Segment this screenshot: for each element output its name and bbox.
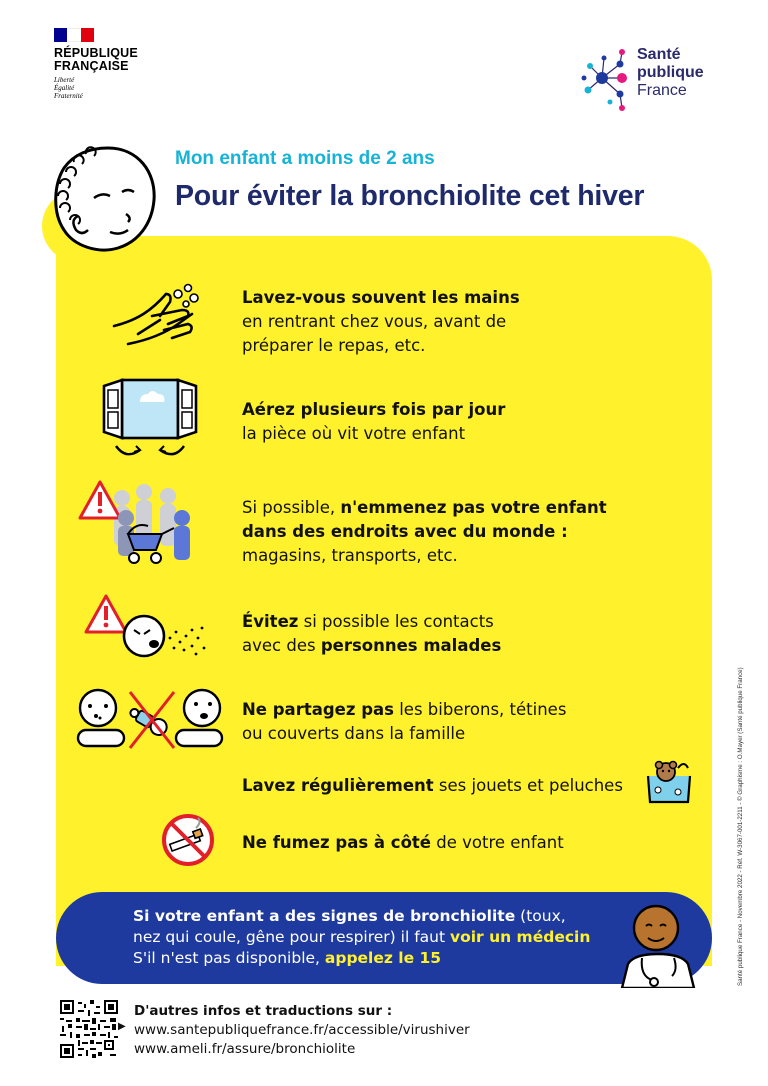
page-title: Pour éviter la bronchiolite cet hiver (175, 180, 645, 212)
no-sharing-pacifier-icon (70, 686, 230, 754)
washing-hands-icon (108, 280, 204, 354)
item-no-smoking: Ne fumez pas à côté de votre enfant (242, 833, 564, 852)
open-window-icon (100, 376, 200, 462)
rf-motto: Liberté Égalité Fraternité (54, 76, 83, 100)
item-air-room: Aérez plusieurs fois par jour la pièce où vit votre enfant (242, 400, 506, 443)
item-avoid-sick-people: Évitez si possible les contacts avec des personnes malades (242, 612, 502, 655)
spf-molecule-icon (580, 44, 636, 116)
item-avoid-crowds: Si possible, n'emmenez pas votre enfant dans des endroits avec du monde : magasins, transports, etc. (242, 498, 607, 565)
item-wash-hands: Lavez-vous souvent les mains en rentrant chez vous, avant de préparer le repas, etc. (242, 288, 520, 355)
crowd-warning-icon (78, 478, 200, 570)
spf-wordmark: Santé publique France (637, 46, 704, 99)
no-smoking-icon (160, 812, 216, 868)
sick-person-warning-icon (84, 592, 212, 664)
doctor-banner-text: Si votre enfant a des signes de bronchiolite (toux, nez qui coule, gêne pour respirer) il faut voir un médecin S'il n'est pas disponible, appelez le 15 (133, 907, 591, 967)
baby-head-icon (38, 138, 168, 268)
doctor-icon (618, 900, 698, 988)
republique-francaise-logo (54, 28, 164, 100)
link-santepubliquefrance[interactable]: www.santepubliquefrance.fr/accessible/virushiver (134, 1022, 470, 1038)
rf-name: RÉPUBLIQUE FRANÇAISE (54, 46, 138, 73)
washing-toys-icon (642, 758, 696, 806)
footer-links: D'autres infos et traductions sur : www.santepubliquefrance.fr/accessible/virushiver www.ameli.fr/assure/bronchiolite (134, 1003, 470, 1057)
subtitle: Mon enfant a moins de 2 ans (175, 148, 435, 169)
arrow-right-icon: ▶ (118, 1021, 126, 1032)
qr-code-icon (60, 1000, 118, 1058)
item-dont-share: Ne partagez pas les biberons, tétines ou couverts dans la famille (242, 700, 567, 743)
credit-line: Santé publique France - Novembre 2022 - Réf. W-3067-001-2211 - © Graphisme : O.Mayer (Santé publique France) (737, 667, 744, 986)
french-flag-icon (54, 28, 94, 42)
item-wash-toys: Lavez régulièrement ses jouets et peluches (242, 776, 623, 795)
sante-publique-france-logo (580, 44, 730, 116)
link-ameli[interactable]: www.ameli.fr/assure/bronchiolite (134, 1041, 356, 1057)
